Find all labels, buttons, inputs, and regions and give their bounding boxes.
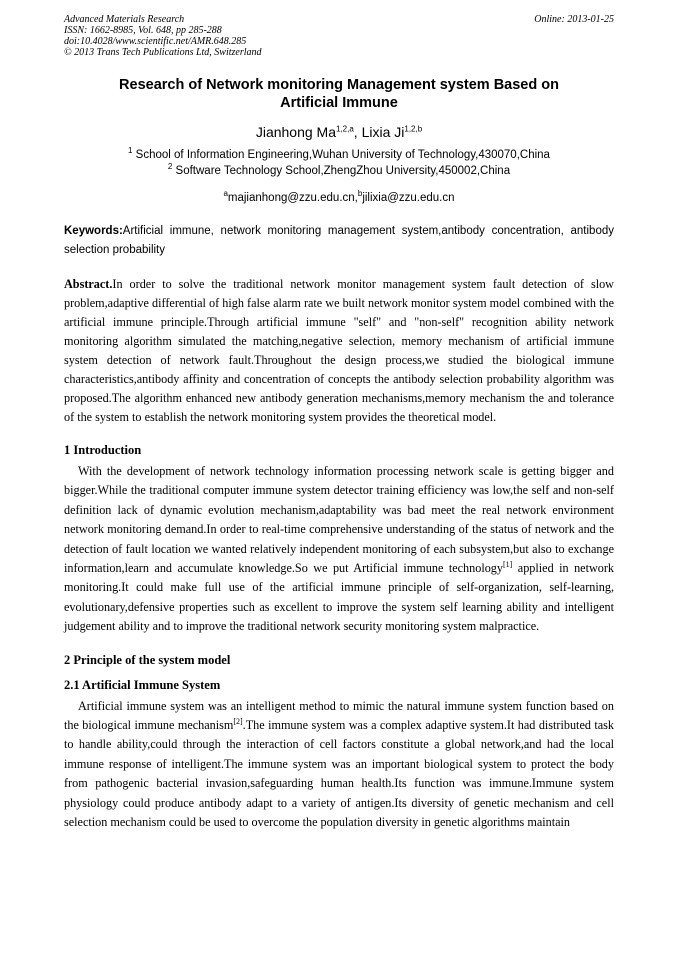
- author-name: Lixia Ji: [361, 124, 405, 140]
- abstract-text: In order to solve the traditional network monitor management system fault detection of slow problem,adaptive differential of high false alarm rate we built network monitor system model combined with the artificial immune principle.Through artificial immune "self" and "non-self" recognition ability network monitoring algorithm simulated the matching,negative selection, memory mechanism of artificial immune system detection of network fault.Throughout the design process,we studied the biological immune characteristics,antibody affinity and concentration of concepts the antibody selection probability algorithm was proposed.The algorithm enhanced new antibody generation mechanisms,memory mechanism the and tolerance of the system to establish the network monitoring system provides the theoretical model.: [64, 277, 614, 424]
- ais-paragraph: [64, 697, 614, 833]
- title-line-1: Research of Network monitoring Management system Based on: [119, 77, 559, 93]
- paragraph-text: applied in network monitoring.It could make full use of the artificial immune principle of self-organization, self-learning, evolutionary,defensive properties such as excellent to improve the system self learning ability and intelligent judgement ability and to improve the traditional network security monitoring system malpractice.: [64, 561, 615, 634]
- author-separator: ,: [353, 124, 362, 140]
- copyright-line: © 2013 Trans Tech Publications Ltd, Switzerland: [64, 47, 262, 58]
- subsection-heading-ais: 2.1 Artificial Immune System: [64, 677, 221, 692]
- affiliation-text: School of Information Engineering,Wuhan University of Technology,430070,China: [132, 149, 550, 161]
- affiliation-line: [64, 163, 614, 179]
- issn-line: ISSN: 1662-8985, Vol. 648, pp 285-288: [64, 25, 222, 36]
- section-heading-principle: 2 Principle of the system model: [64, 652, 231, 667]
- introduction-paragraph: [64, 462, 614, 637]
- affiliations: [64, 147, 614, 179]
- keywords-text: Artificial immune, network monitoring management system,antibody concentration, antibody selection probability: [64, 225, 614, 256]
- affiliation-number: 1: [128, 146, 133, 156]
- citation-ref: [1]: [503, 559, 513, 569]
- online-date: Online: 2013-01-25: [534, 14, 614, 25]
- abstract-label: Abstract.: [64, 277, 113, 291]
- author-list: [64, 123, 614, 141]
- affiliation-text: Software Technology School,ZhengZhou University,450002,China: [172, 165, 511, 177]
- doi-line: doi:10.4028/www.scientific.net/AMR.648.285: [64, 36, 247, 47]
- email-address: majianhong@zzu.edu.cn,: [227, 192, 358, 204]
- paragraph-text: With the development of network technology information processing network scale is getting bigger and bigger.While the traditional computer immune system detector training efficiency was low,the self and non-self definition lack of dynamic evolution mechanism,adaptability was bad meet the real network environment network monitoring demand.In order to real-time comprehensive understanding of the status of network and the detection of fault location we wanted relatively independent monitoring of each subsystem,but also to exchange information,learn and accumulate knowledge.So we put Artificial immune technology: [64, 464, 614, 576]
- citation-ref: [2]: [233, 717, 243, 726]
- paragraph-text: .The immune system was a complex adaptive system.It had distributed task to handle ability,could through the interaction of cell factors constitute a global network,and had the local immune response of intelligent.The immune system was an important biological system to protect the body from pathogenic bacterial invasion,safeguarding human health.Its function was immune.Immune system physiology could produce antibody adapt to a variety of antigen.Its diversity of genetic mechanism and cell selection mechanism could be used to overcome the population diversity in genetic algorithms maintain: [64, 718, 614, 830]
- title-line-2: Artificial Immune: [280, 95, 398, 111]
- section-heading-introduction: 1 Introduction: [64, 443, 142, 457]
- email-address: jilixia@zzu.edu.cn: [362, 192, 455, 204]
- affiliation-number: 2: [167, 162, 173, 172]
- affiliation-line: [64, 147, 614, 163]
- keywords-label: Keywords:: [64, 225, 123, 237]
- journal-header: [64, 14, 614, 58]
- author-affiliation-marker: 1,2,b: [404, 124, 423, 134]
- author-emails: [64, 190, 614, 206]
- paper-title: [64, 76, 614, 112]
- keywords-block: [64, 222, 614, 260]
- paragraph-text: Artificial immune system was an intelligent method to mimic the natural immune system function based on the biological immune mechanism: [64, 698, 614, 733]
- author-name: Jianhong Ma: [255, 124, 336, 140]
- email-marker: b: [357, 189, 363, 199]
- author-affiliation-marker: 1,2,a: [336, 124, 354, 134]
- email-marker: a: [223, 189, 228, 199]
- journal-name: Advanced Materials Research: [64, 14, 185, 25]
- abstract-block: [64, 275, 614, 427]
